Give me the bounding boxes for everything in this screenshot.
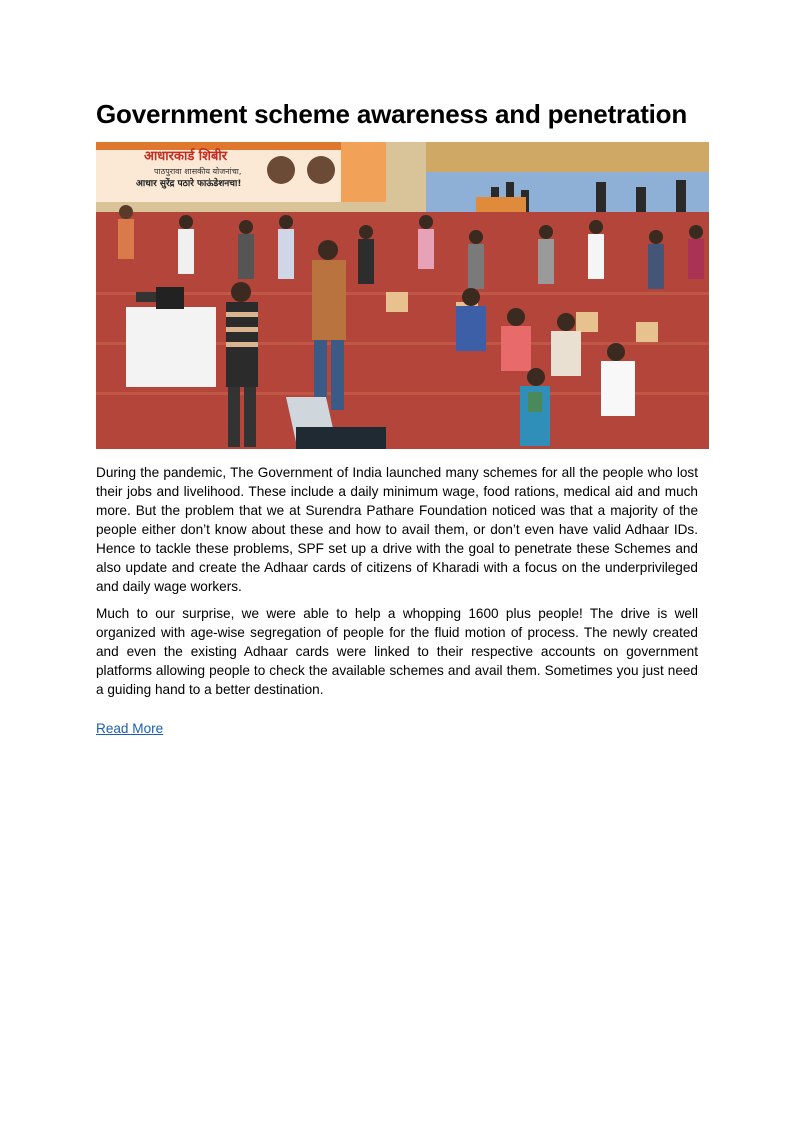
banner xyxy=(96,142,386,202)
read-more-link[interactable]: Read More xyxy=(96,721,164,736)
banner-title: आधारकार्ड शिबीर xyxy=(144,149,228,164)
paragraph-1: During the pandemic, The Government of India launched many schemes for all the people who lost their jobs and livelihood. These include a daily minimum wage, food rations, medical aid and much more. But the problem that we at Surendra Pathare Foundation noticed was that a majority of the people either don’t know about these and how to avail them, or don’t even have valid Adhaar IDs. Hence to tackle these problems, SPF set up a drive with the goal to penetrate these Schemes and also update and create the Adhaar cards of citizens of Kharadi with a focus on the underprivileged and daily wage workers. xyxy=(96,465,698,594)
article-body xyxy=(96,463,698,699)
banner-line2: पाठपुरावा शासकीय योजनांचा, xyxy=(154,167,242,176)
page-title: Government scheme awareness and penetration xyxy=(96,99,688,129)
document-page xyxy=(96,96,698,738)
banner-line3: आधार सुरेंद्र पठारे फाऊंडेशनचा! xyxy=(136,179,242,189)
event-photo xyxy=(96,142,709,449)
paragraph-2: Much to our surprise, we were able to help a whopping 1600 plus people! The drive is well organized with age-wise segregation of people for the fluid motion of process. The newly created and even the existing Adhaar cards were linked to their respective accounts on government platforms allowing people to check the available schemes and avail them. Sometimes you just need a guiding hand to a better destination. xyxy=(96,606,698,697)
